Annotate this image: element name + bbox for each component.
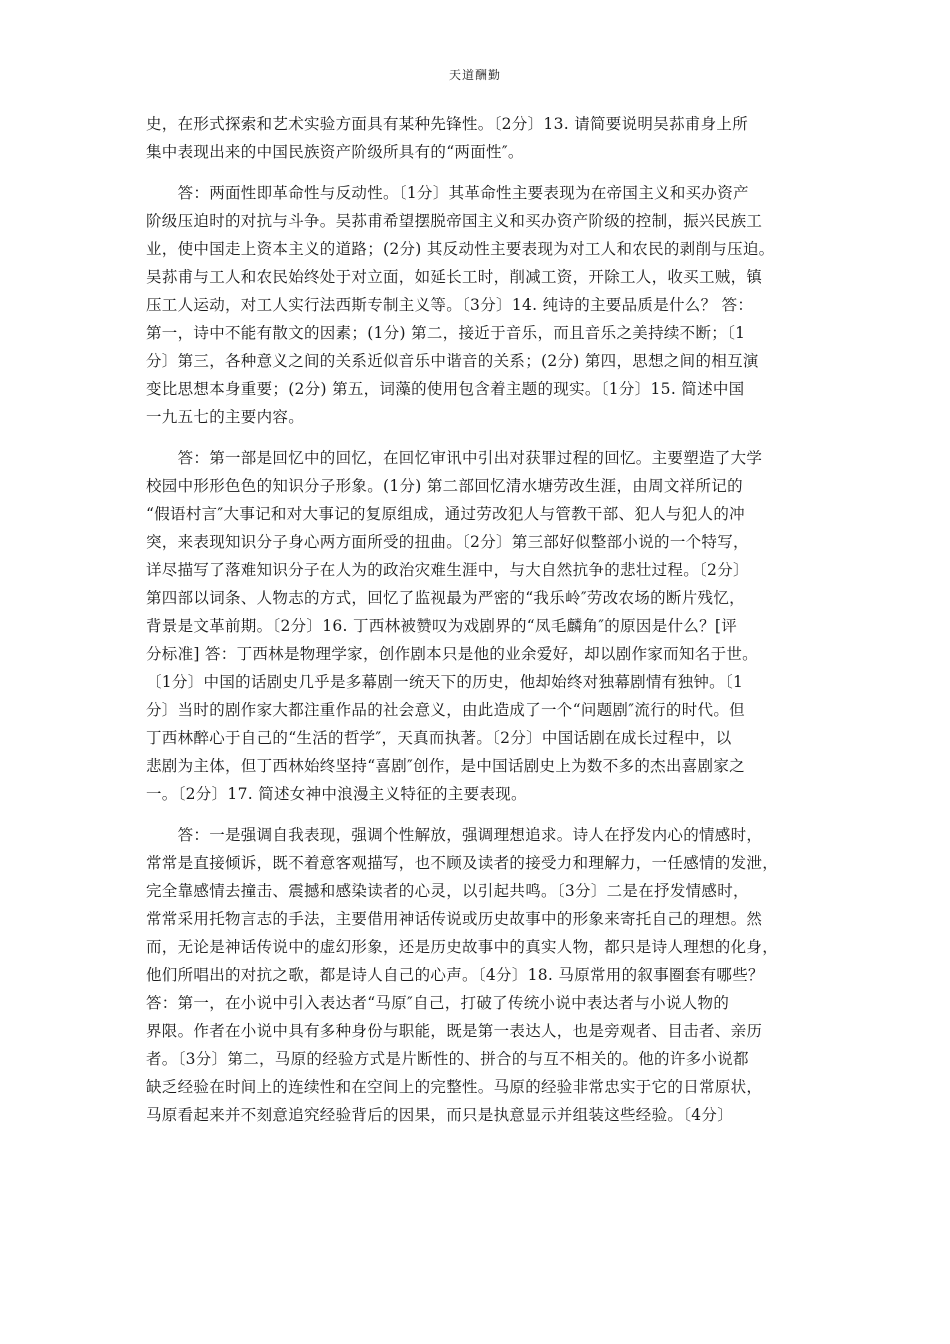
text-line: 界限。作者在小说中具有多种身份与职能，既是第一表达人，也是旁观者、目击者、亲历 — [146, 1022, 763, 1040]
text-line: 〔1分〕中国的话剧史几乎是多幕剧一统天下的历史，他却始终对独幕剧情有独钟。〔1 — [146, 673, 744, 691]
text-line: 分标准] 答：丁西林是物理学家，创作剧本只是他的业余爱好，却以剧作家而知名于世。 — [146, 645, 758, 663]
text-line: 突，来表现知识分子身心两方面所受的扭曲。〔2分〕第三部好似整部小说的一个特写， — [146, 533, 749, 551]
text-line: 第四部以词条、人物志的方式，回忆了监视最为严密的“我乐岭″劳改农场的断片残忆， — [146, 589, 745, 607]
text-line: 答：两面性即革命性与反动性。〔1分〕其革命性主要表现为在帝国主义和买办资产 — [146, 184, 749, 202]
text-line: 丁西林醉心于自己的“生活的哲学″，天真而执著。〔2分〕中国话剧在成长过程中，以 — [146, 729, 732, 747]
text-line: 他们所唱出的对抗之歌，都是诗人自己的心声。〔4分〕18. 马原常用的叙事圈套有哪些？ — [146, 966, 764, 984]
paragraph — [146, 821, 810, 1129]
text-line: 校园中形形色色的知识分子形象。(1分) 第二部回忆清水塘劳改生涯，由周文祥所记的 — [146, 477, 743, 495]
paragraph — [146, 110, 810, 166]
text-line: 答：第一部是回忆中的回忆，在回忆审讯中引出对获罪过程的回忆。主要塑造了大学 — [146, 449, 763, 467]
text-line: 一。〔2分〕17. 简述女神中浪漫主义特征的主要表现。 — [146, 785, 527, 803]
paragraph — [146, 444, 810, 808]
text-line: “假语村言″大事记和对大事记的复原组成，通过劳改犯人与管教干部、犯人与犯人的冲 — [146, 505, 745, 523]
text-line: 业，使中国走上资本主义的道路；(2分) 其反动性主要表现为对工人和农民的剥削与压迫。 — [146, 240, 775, 258]
text-line: 背景是文革前期。〔2分〕16. 丁西林被赞叹为戏剧界的“凤毛麟角″的原因是什么？[评 — [146, 617, 738, 635]
text-line: 集中表现出来的中国民族资产阶级所具有的“两面性″。 — [146, 143, 524, 161]
text-line: 者。〔3分〕第二，马原的经验方式是片断性的、拼合的与互不相关的。他的许多小说都 — [146, 1050, 749, 1068]
text-line: 分〕当时的剧作家大都注重作品的社会意义，由此造成了一个“问题剧″流行的时代。但 — [146, 701, 745, 719]
document-body — [146, 110, 810, 1142]
text-line: 而，无论是神话传说中的虚幻形象，还是历史故事中的真实人物，都只是诗人理想的化身， — [146, 938, 779, 956]
text-line: 答：一是强调自我表现，强调个性解放，强调理想追求。诗人在抒发内心的情感时， — [146, 826, 763, 844]
text-line: 第一，诗中不能有散文的因素；(1分) 第二，接近于音乐，而且音乐之美持续不断；〔1 — [146, 324, 746, 342]
text-line: 吴荪甫与工人和农民始终处于对立面，如延长工时，削减工资，开除工人，收买工贼，镇 — [146, 268, 763, 286]
text-line: 马原看起来并不刻意追究经验背后的因果，而只是执意显示并组装这些经验。〔4分〕 — [146, 1106, 734, 1124]
paragraph — [146, 179, 810, 431]
text-line: 一九五七的主要内容。 — [146, 408, 305, 426]
text-line: 完全靠感情去撞击、震撼和感染读者的心灵，以引起共鸣。〔3分〕二是在抒发情感时， — [146, 882, 749, 900]
text-line: 答：第一，在小说中引入表达者“马原″自己，打破了传统小说中表达者与小说人物的 — [146, 994, 730, 1012]
text-line: 史，在形式探索和艺术实验方面具有某种先锋性。〔2分〕13. 请简要说明吴荪甫身上所 — [146, 115, 748, 133]
text-line: 常常采用托物言志的手法，主要借用神话传说或历史故事中的形象来寄托自己的理想。然 — [146, 910, 763, 928]
text-line: 悲剧为主体，但丁西林始终坚持“喜剧″创作，是中国话剧史上为数不多的杰出喜剧家之 — [146, 757, 745, 775]
page-header: 天道酬勤 — [448, 68, 501, 82]
text-line: 详尽描写了落难知识分子在人为的政治灾难生涯中，与大自然抗争的悲壮过程。〔2分〕 — [146, 561, 749, 579]
text-line: 变比思想本身重要；(2分) 第五，词藻的使用包含着主题的现实。〔1分〕15. 简述中国 — [146, 380, 745, 398]
text-line: 阶级压迫时的对抗与斗争。吴荪甫希望摆脱帝国主义和买办资产阶级的控制，振兴民族工 — [146, 212, 763, 230]
text-line: 压工人运动，对工人实行法西斯专制主义等。〔3分〕14. 纯诗的主要品质是什么？ 答： — [146, 296, 754, 314]
text-line: 分〕第三，各种意义之间的关系近似音乐中谐音的关系；(2分) 第四，思想之间的相互演 — [146, 352, 759, 370]
text-line: 缺乏经验在时间上的连续性和在空间上的完整性。马原的经验非常忠实于它的日常原状， — [146, 1078, 763, 1096]
text-line: 常常是直接倾诉，既不着意客观描写，也不顾及读者的接受力和理解力，一任感情的发泄， — [146, 854, 779, 872]
